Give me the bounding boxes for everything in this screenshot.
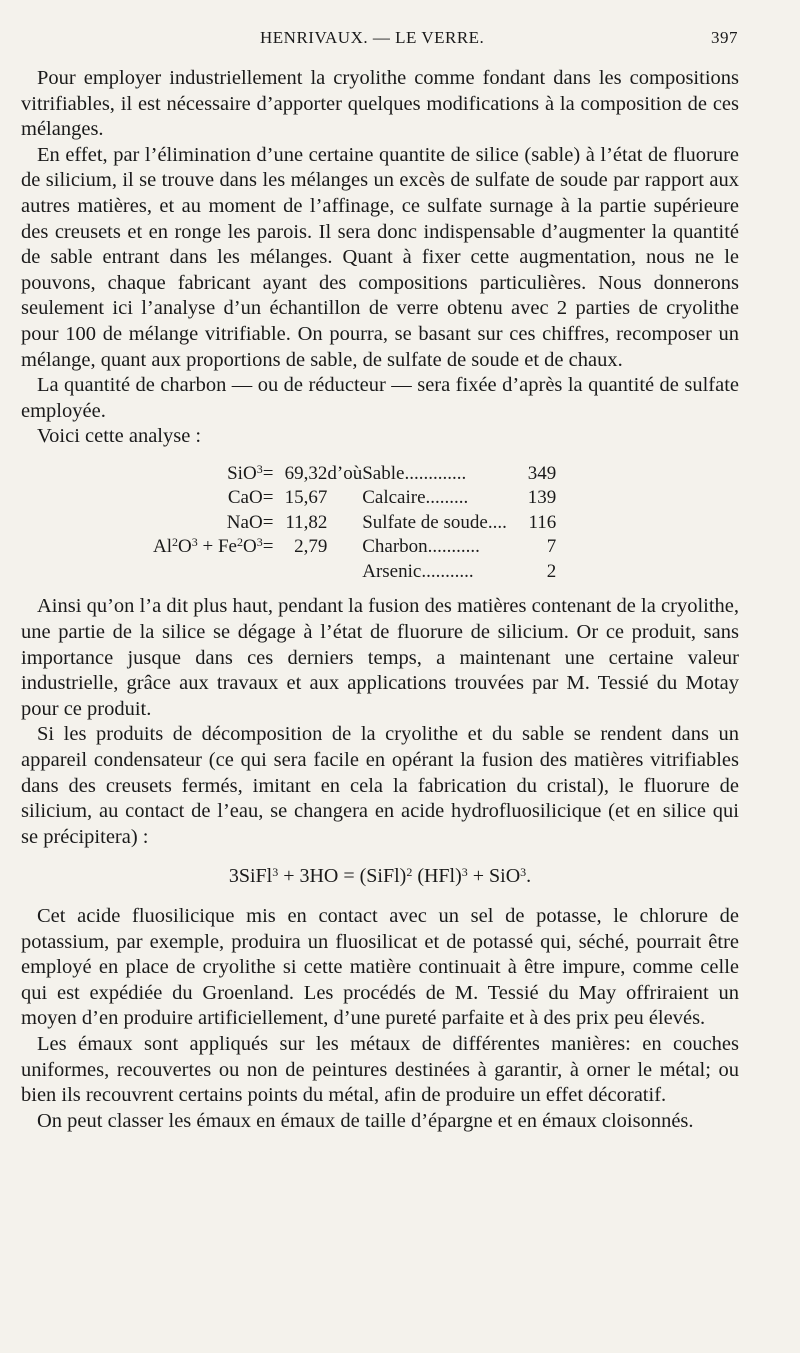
equals-sign: =: [262, 536, 274, 558]
separator: [327, 535, 362, 560]
quantity: 116: [528, 511, 557, 533]
percentage: 69,32: [284, 462, 328, 484]
equals-sign: =: [262, 511, 274, 533]
compound: $Al^2O^3 + Fe^2O^3$: [153, 535, 263, 558]
quantity: 7: [546, 536, 557, 558]
table-row: [153, 560, 556, 585]
percentage: 11,82: [285, 511, 328, 533]
equals-sign: [263, 560, 274, 585]
percentage: [273, 560, 327, 585]
paragraph: Cet acide fluosilicique mis en contact avec un sel de potasse, le chlorure de potassium, par exemple, produira un fluosilicat et de potassé qui, séché, pourrait être employé en place de cryolithe si cette matière continuait à être impure, comme celle qui est expédiée du Groenland. Les procédés de M. Tessié du May offriraient un moyen d’en produire artificiellement, d’une pureté parfaite et à des prix peu élevés.: [21, 904, 739, 1030]
ingredient: Sable.............: [362, 462, 467, 484]
paragraph: Les émaux sont appliqués sur les métaux de différentes manières: en couches uniformes, recouvertes ou non de peintures destinées à garantir, à orner le métal; ou bien ils recouvrent certains points du métal, afin de produire un effet décoratif.: [21, 1032, 739, 1107]
paragraph: Pour employer industriellement la cryolithe comme fondant dans les compositions vitrifiables, il est nécessaire d’apporter quelques modifications à la composition de ces mélanges.: [21, 67, 739, 141]
paragraph: Ainsi qu’on l’a dit plus haut, pendant la fusion des matières contenant de la cryolithe, une partie de la silice se dégage à l’état de fluorure de silicium. Or ce produit, sans importance jusque dans ces derniers temps, a maintenant une certaine valeur industrielle, grâce aux travaux et aux applications trouvées par M. Tessié du Motay pour ce produit.: [21, 595, 739, 720]
ingredient: Sulfate de soude....: [362, 511, 507, 533]
equals-sign: =: [262, 462, 274, 484]
paragraph: Si les produits de décomposition de la cryolithe et du sable se rendent dans un appareil condensateur (ce qui sera facile en opérant la fusion des matières vitrifiables dans des creusets fermés, imitant en cela la fabrication du cristal), le fluorure de silicium, au contact de l’eau, se changera en acide hydrofluosilicique (et en silice qui se précipitera) :: [21, 723, 739, 848]
paragraph: Voici cette analyse :: [37, 425, 202, 448]
percentage: 2,79: [294, 536, 328, 558]
compound: CaO: [227, 487, 263, 509]
separator: [327, 486, 362, 511]
paragraph: La quantité de charbon — ou de réducteur — sera fixée d’après la quantité de sulfate employée.: [21, 374, 739, 422]
page-number: 397: [711, 28, 738, 47]
percentage: 15,67: [284, 487, 328, 509]
separator: d’où: [327, 462, 363, 484]
quantity: 139: [527, 487, 557, 509]
ingredient: Charbon...........: [362, 536, 480, 558]
chemical-equation: 3SiFl$^3$ + 3HO = (SiFl)$^2$ (HFl)$^3$ + SiO$^3$.: [228, 865, 532, 888]
quantity: 349: [527, 462, 557, 484]
paragraph: On peut classer les émaux en émaux de taille d’épargne et en émaux cloisonnés.: [37, 1109, 694, 1132]
compound: SiO$^3$: [227, 461, 263, 484]
running-header: [0, 28, 800, 54]
separator: [327, 511, 362, 536]
quantity: 2: [546, 560, 557, 582]
equals-sign: =: [262, 487, 274, 509]
table-row: [153, 462, 556, 487]
table-row: [153, 511, 556, 536]
separator: [327, 560, 362, 585]
ingredient: Arsenic...........: [362, 560, 474, 582]
paragraph: En effet, par l’élimination d’une certaine quantite de silice (sable) à l’état de fluorure de silicium, il se trouve dans les mélanges un excès de sulfate de soude par rapport aux autres matières, et au moment de l’affinage, ce sulfate surnage à la partie supérieure des creusets et en ronge les parois. Il sera donc indispensable d’augmenter la quantité de sable entrant dans les mélanges. Quant à fixer cette augmentation, nous ne le pouvons, chaque fabricant ayant des compositions particulières. Nous donnerons seulement ici l’analyse d’un échantillon de verre obtenu avec 2 parties de cryolithe pour 100 de mélange vitrifiable. On pourra, se basant sur ces chiffres, recomposer un mélange, quant aux proportions de sable, de sulfate de soude et de chaux.: [21, 143, 739, 371]
running-title: HENRIVAUX. — LE VERRE.: [260, 28, 485, 47]
compound: [153, 560, 263, 585]
table-row: [153, 486, 556, 511]
ingredient: Calcaire.........: [362, 487, 469, 509]
compound: NaO: [226, 511, 263, 533]
table-row: [153, 535, 556, 560]
body-text: [21, 66, 739, 1134]
analysis-table: [153, 462, 556, 585]
